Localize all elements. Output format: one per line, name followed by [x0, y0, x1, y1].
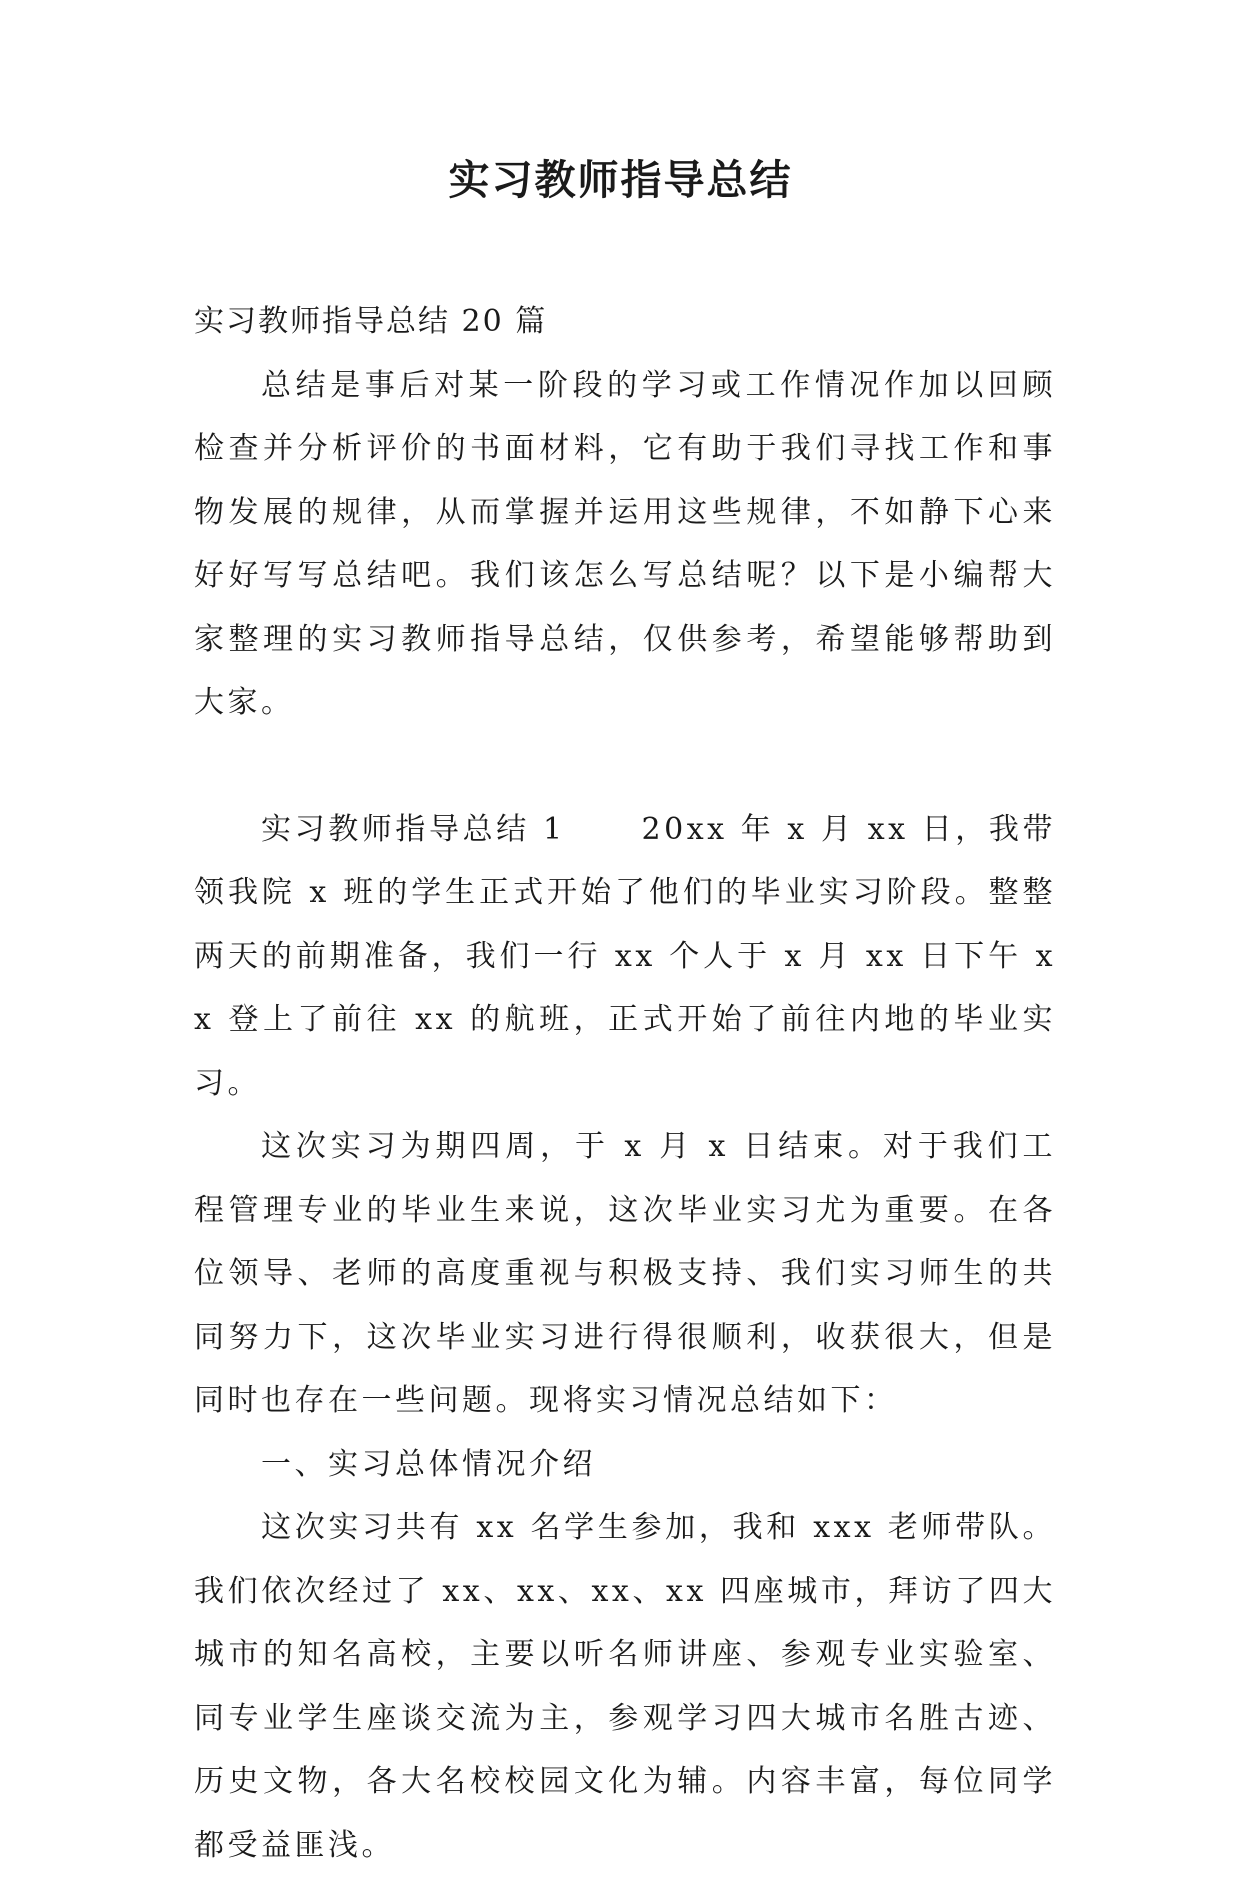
paragraph-spacer — [194, 735, 1056, 798]
section-1-paragraph-1: 20xx 年 x 月 xx 日，我带领我院 x 班的学生正式开始了他们的毕业实习阶段。整整两天的前期准备，我们一行 xx 个人于 x 月 xx 日下午 xx 登上了前往 xx 的航班，正式开始了前往内地的毕业实习。 — [194, 811, 1057, 1101]
section-1-first-paragraph — [194, 798, 1056, 1116]
heading-overall-situation: 一、实习总体情况介绍 — [261, 1446, 596, 1482]
intro-paragraph: 总结是事后对某一阶段的学习或工作情况作加以回顾检查并分析评价的书面材料，它有助于我们寻找工作和事物发展的规律，从而掌握并运用这些规律，不如静下心来好好写写总结吧。我们该怎么写总结呢？以下是小编帮大家整理的实习教师指导总结，仅供参考，希望能够帮助到大家。 — [194, 367, 1056, 720]
document-subtitle: 实习教师指导总结 20 篇 — [194, 304, 548, 339]
document-body — [194, 290, 1056, 1877]
document-title: 实习教师指导总结 — [448, 156, 793, 204]
section-1-paragraph-3: 这次实习共有 xx 名学生参加，我和 xxx 老师带队。我们依次经过了 xx、xx、xx、xx 四座城市，拜访了四大城市的知名高校，主要以听名师讲座、参观专业实验室、同专业学生座谈交流为主，参观学习四大城市名胜古迹、历史文物，各大名校校园文化为辅。内容丰富，每位同学都受益匪浅。 — [194, 1510, 1056, 1863]
section-1-heading: 实习教师指导总结 1 — [261, 811, 566, 847]
section-1-paragraph-2: 这次实习为期四周，于 x 月 x 日结束。对于我们工程管理专业的毕业生来说，这次毕业实习尤为重要。在各位领导、老师的高度重视与积极支持、我们实习师生的共同努力下，这次毕业实习进行得很顺利，收获很大，但是同时也存在一些问题。现将实习情况总结如下： — [194, 1129, 1056, 1418]
